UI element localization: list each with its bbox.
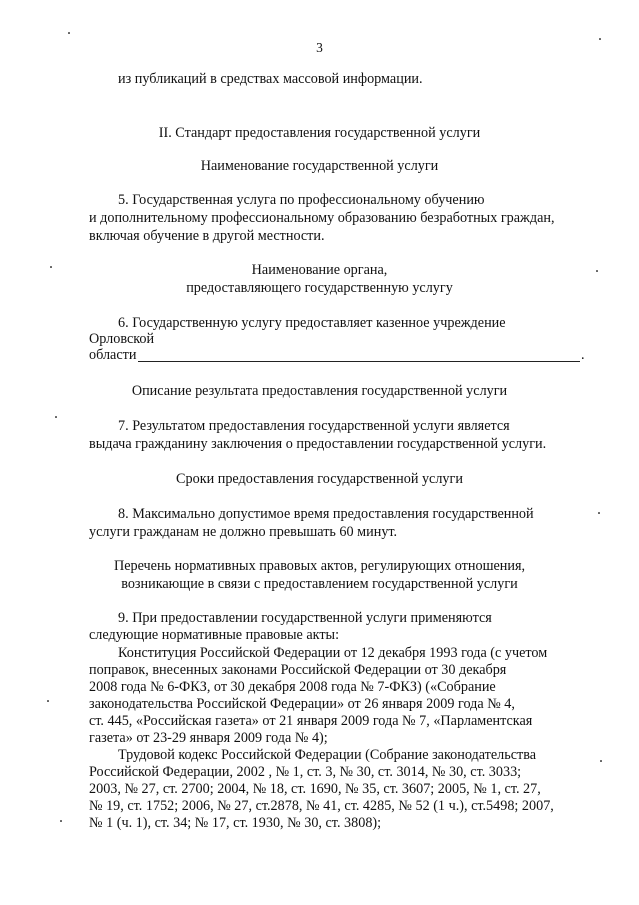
- heading-terms: Сроки предоставления государственной услуги: [176, 471, 463, 487]
- scan-speck: [600, 760, 602, 762]
- labor-code-line-4: № 19, ст. 1752; 2006, № 27, ст.2878, № 41, ст. 4285, № 52 (1 ч.), ст.5498; 2007,: [89, 798, 554, 814]
- page-number: 3: [316, 40, 323, 55]
- scan-speck: [598, 512, 600, 514]
- heading-result: Описание результата предоставления государственной услуги: [131, 383, 508, 399]
- heading-organ-1: Наименование органа,: [251, 262, 388, 278]
- constitution-line-5: ст. 445, «Российская газета» от 21 января 2009 года № 7, «Парламентская: [89, 713, 533, 729]
- p6-line-1: 6. Государственную услугу предоставляет казенное учреждение: [118, 315, 506, 331]
- scan-speck: [47, 700, 49, 702]
- constitution-line-2: поправок, внесенных законами Российской Федерации от 30 декабря: [89, 662, 507, 678]
- constitution-line-1: Конституция Российской Федерации от 12 декабря 1993 года (с учетом: [118, 645, 548, 661]
- labor-code-line-1: Трудовой кодекс Российской Федерации (Собрание законодательства: [118, 747, 537, 763]
- p8-line-2: услуги гражданам не должно превышать 60 минут.: [89, 524, 398, 540]
- scan-speck: [60, 820, 62, 822]
- scan-speck: [596, 270, 598, 272]
- constitution-line-6: газета» от 23-29 января 2009 года № 4);: [89, 730, 328, 746]
- scan-speck: [55, 416, 57, 418]
- p9-line-1: 9. При предоставлении государственной услуги применяются: [118, 610, 492, 626]
- p7-line-1: 7. Результатом предоставления государственной услуги является: [118, 418, 510, 434]
- labor-code-line-3: 2003, № 27, ст. 2700; 2004, № 18, ст. 1690, № 35, ст. 3607; 2005, № 1, ст. 27,: [89, 781, 541, 797]
- p6-line-2: Орловской: [89, 331, 155, 347]
- heading-organ-2: предоставляющего государственную услугу: [186, 280, 453, 296]
- p6-period: .: [581, 347, 585, 363]
- scan-speck: [50, 266, 52, 268]
- p8-line-1: 8. Максимально допустимое время предоставления государственной: [118, 506, 534, 522]
- p7-line-2: выдача гражданину заключения о предоставлении государственной услуги.: [89, 436, 547, 452]
- heading-service-name: Наименование государственной услуги: [200, 158, 439, 174]
- scan-speck: [68, 32, 70, 34]
- p9-line-2: следующие нормативные правовые акты:: [89, 627, 340, 643]
- labor-code-line-2: Российской Федерации, 2002 , № 1, ст. 3, № 30, ст. 3014, № 30, ст. 3033;: [89, 764, 522, 780]
- p5-line-3: включая обучение в другой местности.: [89, 228, 325, 244]
- constitution-line-4: законодательства Российской Федерации» от 26 января 2009 года № 4,: [89, 696, 515, 712]
- heading-acts-1: Перечень нормативных правовых актов, регулирующих отношения,: [113, 558, 526, 574]
- section-title: II. Стандарт предоставления государственной услуги: [158, 125, 481, 141]
- fill-in-blank: [138, 361, 580, 362]
- p5-line-2: и дополнительному профессиональному образованию безработных граждан,: [89, 210, 555, 226]
- heading-acts-2: возникающие в связи с предоставлением государственной услуги: [121, 576, 518, 592]
- p5-line-1: 5. Государственная услуга по профессиональному обучению: [118, 192, 485, 208]
- labor-code-line-5: № 1 (ч. 1), ст. 34; № 17, ст. 1930, № 30, ст. 3808);: [89, 815, 382, 831]
- p6-line-3: области: [89, 347, 137, 363]
- scan-speck: [599, 38, 601, 40]
- intro-line: из публикаций в средствах массовой информации.: [118, 71, 423, 87]
- constitution-line-3: 2008 года № 6-ФКЗ, от 30 декабря 2008 года № 7-ФКЗ) («Собрание: [89, 679, 496, 695]
